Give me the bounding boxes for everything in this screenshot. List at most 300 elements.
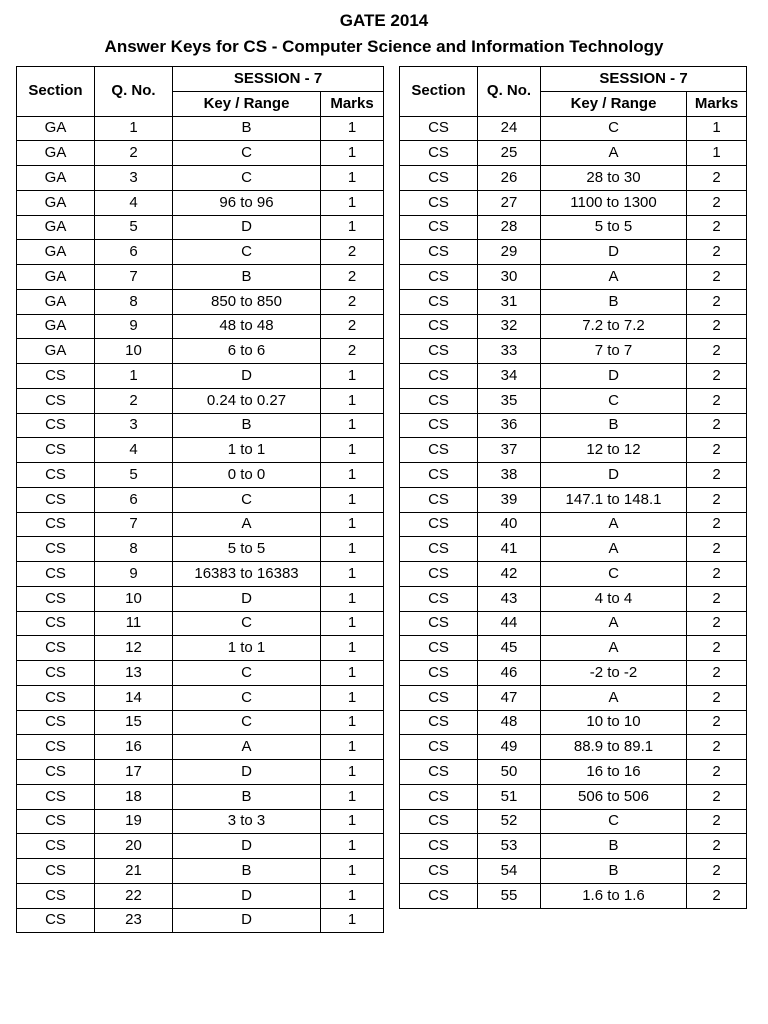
cell-key: B <box>541 289 687 314</box>
table-row <box>17 710 384 735</box>
cell-marks: 2 <box>687 190 747 215</box>
cell-section: GA <box>17 215 95 240</box>
cell-key: C <box>541 809 687 834</box>
answer-key-table-right <box>399 66 747 909</box>
cell-key: D <box>173 215 321 240</box>
cell-section: CS <box>17 438 95 463</box>
cell-qno: 8 <box>95 537 173 562</box>
cell-section: CS <box>17 586 95 611</box>
table-row <box>17 586 384 611</box>
cell-section: CS <box>17 883 95 908</box>
table-row <box>17 685 384 710</box>
cell-qno: 22 <box>95 883 173 908</box>
table-row <box>400 685 747 710</box>
table-row <box>400 215 747 240</box>
cell-key: D <box>173 883 321 908</box>
table-row <box>400 586 747 611</box>
cell-section: CS <box>400 240 478 265</box>
cell-marks: 1 <box>321 141 384 166</box>
cell-marks: 1 <box>321 586 384 611</box>
cell-qno: 3 <box>95 166 173 191</box>
cell-qno: 46 <box>478 661 541 686</box>
cell-qno: 52 <box>478 809 541 834</box>
cell-section: CS <box>17 760 95 785</box>
cell-key: D <box>173 364 321 389</box>
cell-qno: 24 <box>478 116 541 141</box>
table-row <box>400 611 747 636</box>
cell-section: CS <box>400 438 478 463</box>
cell-qno: 41 <box>478 537 541 562</box>
header-qno: Q. No. <box>95 67 173 117</box>
cell-qno: 30 <box>478 265 541 290</box>
cell-marks: 2 <box>321 339 384 364</box>
table-row <box>400 289 747 314</box>
table-row <box>17 314 384 339</box>
table-row <box>400 661 747 686</box>
cell-qno: 10 <box>95 586 173 611</box>
cell-key: D <box>541 240 687 265</box>
cell-section: GA <box>17 339 95 364</box>
cell-key: 16 to 16 <box>541 760 687 785</box>
cell-qno: 35 <box>478 388 541 413</box>
cell-section: CS <box>400 834 478 859</box>
cell-section: CS <box>17 710 95 735</box>
cell-marks: 1 <box>321 364 384 389</box>
cell-section: GA <box>17 314 95 339</box>
cell-marks: 2 <box>687 215 747 240</box>
cell-section: CS <box>400 611 478 636</box>
cell-section: CS <box>400 735 478 760</box>
cell-section: CS <box>400 190 478 215</box>
cell-section: CS <box>400 388 478 413</box>
table-row <box>400 883 747 908</box>
table-row <box>400 834 747 859</box>
cell-marks: 2 <box>687 760 747 785</box>
cell-marks: 1 <box>321 611 384 636</box>
cell-key: 1 to 1 <box>173 636 321 661</box>
cell-key: C <box>173 141 321 166</box>
table-row <box>17 215 384 240</box>
cell-key: B <box>173 413 321 438</box>
table-row <box>400 735 747 760</box>
table-row <box>400 859 747 884</box>
cell-section: CS <box>400 636 478 661</box>
cell-qno: 50 <box>478 760 541 785</box>
table-row <box>17 413 384 438</box>
table-body-left <box>17 116 384 933</box>
cell-key: 1 to 1 <box>173 438 321 463</box>
cell-key: B <box>541 834 687 859</box>
table-row <box>17 661 384 686</box>
cell-key: 10 to 10 <box>541 710 687 735</box>
table-row <box>400 240 747 265</box>
cell-marks: 1 <box>321 190 384 215</box>
table-row <box>17 388 384 413</box>
cell-marks: 1 <box>321 661 384 686</box>
header-session: SESSION - 7 <box>173 67 384 92</box>
table-row <box>17 487 384 512</box>
cell-qno: 17 <box>95 760 173 785</box>
table-body-right <box>400 116 747 908</box>
cell-section: CS <box>400 463 478 488</box>
cell-section: CS <box>400 760 478 785</box>
cell-marks: 2 <box>687 685 747 710</box>
table-row <box>400 190 747 215</box>
cell-key: A <box>541 141 687 166</box>
table-row <box>400 314 747 339</box>
cell-marks: 2 <box>687 438 747 463</box>
cell-qno: 16 <box>95 735 173 760</box>
cell-qno: 55 <box>478 883 541 908</box>
cell-qno: 4 <box>95 438 173 463</box>
cell-key: D <box>173 760 321 785</box>
table-row <box>17 735 384 760</box>
cell-section: CS <box>17 413 95 438</box>
cell-section: CS <box>17 611 95 636</box>
table-row <box>17 834 384 859</box>
header-qno: Q. No. <box>478 67 541 117</box>
table-row <box>400 413 747 438</box>
cell-qno: 9 <box>95 314 173 339</box>
cell-qno: 48 <box>478 710 541 735</box>
cell-section: CS <box>400 883 478 908</box>
table-row <box>400 438 747 463</box>
cell-qno: 51 <box>478 784 541 809</box>
cell-qno: 2 <box>95 388 173 413</box>
cell-section: CS <box>400 413 478 438</box>
cell-section: CS <box>400 562 478 587</box>
cell-key: D <box>173 908 321 933</box>
cell-section: GA <box>17 240 95 265</box>
cell-section: CS <box>400 166 478 191</box>
cell-key: A <box>173 512 321 537</box>
cell-qno: 13 <box>95 661 173 686</box>
cell-marks: 2 <box>687 265 747 290</box>
cell-section: CS <box>17 834 95 859</box>
cell-key: 1100 to 1300 <box>541 190 687 215</box>
cell-qno: 20 <box>95 834 173 859</box>
cell-marks: 2 <box>687 883 747 908</box>
table-row <box>17 611 384 636</box>
cell-section: CS <box>17 859 95 884</box>
cell-section: CS <box>400 809 478 834</box>
cell-key: 0.24 to 0.27 <box>173 388 321 413</box>
cell-marks: 2 <box>321 265 384 290</box>
cell-key: B <box>173 265 321 290</box>
cell-key: D <box>541 463 687 488</box>
cell-section: GA <box>17 141 95 166</box>
table-row <box>17 512 384 537</box>
cell-key: A <box>541 512 687 537</box>
cell-marks: 2 <box>687 735 747 760</box>
cell-section: CS <box>17 487 95 512</box>
table-row <box>400 141 747 166</box>
cell-qno: 1 <box>95 364 173 389</box>
table-row <box>400 463 747 488</box>
cell-marks: 1 <box>321 636 384 661</box>
cell-marks: 1 <box>321 760 384 785</box>
cell-marks: 1 <box>321 710 384 735</box>
cell-qno: 54 <box>478 859 541 884</box>
cell-qno: 39 <box>478 487 541 512</box>
cell-key: A <box>541 636 687 661</box>
cell-qno: 2 <box>95 141 173 166</box>
table-row <box>17 883 384 908</box>
cell-marks: 1 <box>321 438 384 463</box>
cell-marks: 2 <box>687 512 747 537</box>
cell-marks: 1 <box>687 116 747 141</box>
cell-marks: 1 <box>321 685 384 710</box>
cell-marks: 2 <box>687 166 747 191</box>
cell-section: CS <box>400 586 478 611</box>
cell-section: CS <box>17 908 95 933</box>
cell-marks: 2 <box>687 636 747 661</box>
table-row <box>17 438 384 463</box>
cell-marks: 2 <box>687 314 747 339</box>
cell-section: CS <box>17 735 95 760</box>
cell-marks: 2 <box>687 289 747 314</box>
cell-qno: 6 <box>95 240 173 265</box>
table-row <box>17 166 384 191</box>
header-key-range: Key / Range <box>173 91 321 116</box>
header-marks: Marks <box>321 91 384 116</box>
cell-key: 7.2 to 7.2 <box>541 314 687 339</box>
cell-qno: 42 <box>478 562 541 587</box>
cell-key: C <box>173 661 321 686</box>
cell-qno: 12 <box>95 636 173 661</box>
table-row <box>400 710 747 735</box>
table-row <box>400 487 747 512</box>
cell-marks: 2 <box>321 314 384 339</box>
table-row <box>400 116 747 141</box>
cell-key: B <box>173 116 321 141</box>
cell-marks: 1 <box>321 908 384 933</box>
table-row <box>17 265 384 290</box>
cell-key: C <box>173 240 321 265</box>
cell-section: CS <box>17 661 95 686</box>
cell-section: CS <box>400 116 478 141</box>
cell-section: CS <box>400 685 478 710</box>
cell-key: A <box>173 735 321 760</box>
cell-qno: 45 <box>478 636 541 661</box>
cell-section: CS <box>17 388 95 413</box>
table-row <box>400 760 747 785</box>
cell-qno: 25 <box>478 141 541 166</box>
cell-marks: 2 <box>687 809 747 834</box>
table-row <box>400 339 747 364</box>
table-row <box>17 859 384 884</box>
table-row <box>17 289 384 314</box>
cell-section: CS <box>17 784 95 809</box>
cell-marks: 2 <box>687 562 747 587</box>
cell-qno: 7 <box>95 265 173 290</box>
table-row <box>17 463 384 488</box>
cell-key: B <box>541 859 687 884</box>
cell-section: CS <box>400 364 478 389</box>
cell-key: 12 to 12 <box>541 438 687 463</box>
cell-key: 7 to 7 <box>541 339 687 364</box>
cell-marks: 1 <box>321 463 384 488</box>
cell-qno: 49 <box>478 735 541 760</box>
cell-section: CS <box>400 859 478 884</box>
cell-key: A <box>541 265 687 290</box>
header-marks: Marks <box>687 91 747 116</box>
cell-section: CS <box>17 364 95 389</box>
cell-key: A <box>541 611 687 636</box>
cell-key: 96 to 96 <box>173 190 321 215</box>
cell-key: C <box>173 710 321 735</box>
cell-section: CS <box>400 512 478 537</box>
cell-marks: 1 <box>321 413 384 438</box>
cell-key: 850 to 850 <box>173 289 321 314</box>
cell-marks: 2 <box>687 463 747 488</box>
cell-key: C <box>541 388 687 413</box>
cell-section: CS <box>400 784 478 809</box>
cell-qno: 40 <box>478 512 541 537</box>
cell-section: CS <box>17 537 95 562</box>
cell-qno: 14 <box>95 685 173 710</box>
cell-key: D <box>541 364 687 389</box>
cell-qno: 15 <box>95 710 173 735</box>
cell-key: 28 to 30 <box>541 166 687 191</box>
cell-key: 4 to 4 <box>541 586 687 611</box>
header-session: SESSION - 7 <box>541 67 747 92</box>
cell-qno: 18 <box>95 784 173 809</box>
cell-section: CS <box>400 141 478 166</box>
cell-qno: 32 <box>478 314 541 339</box>
table-row <box>17 190 384 215</box>
document-subtitle: Answer Keys for CS - Computer Science and Information Technology <box>104 37 664 56</box>
cell-qno: 34 <box>478 364 541 389</box>
cell-marks: 1 <box>321 784 384 809</box>
table-row <box>17 784 384 809</box>
cell-marks: 1 <box>321 834 384 859</box>
cell-key: C <box>173 685 321 710</box>
cell-key: A <box>541 685 687 710</box>
cell-key: 5 to 5 <box>173 537 321 562</box>
cell-section: CS <box>17 809 95 834</box>
table-row <box>17 636 384 661</box>
table-row <box>400 364 747 389</box>
cell-qno: 31 <box>478 289 541 314</box>
cell-key: C <box>173 487 321 512</box>
cell-qno: 7 <box>95 512 173 537</box>
cell-key: 0 to 0 <box>173 463 321 488</box>
cell-section: CS <box>400 314 478 339</box>
cell-qno: 6 <box>95 487 173 512</box>
cell-key: C <box>173 611 321 636</box>
cell-key: A <box>541 537 687 562</box>
cell-marks: 2 <box>321 289 384 314</box>
cell-marks: 2 <box>687 364 747 389</box>
cell-qno: 28 <box>478 215 541 240</box>
table-row <box>17 537 384 562</box>
cell-section: GA <box>17 265 95 290</box>
cell-section: CS <box>17 512 95 537</box>
cell-section: GA <box>17 166 95 191</box>
cell-key: 506 to 506 <box>541 784 687 809</box>
cell-section: CS <box>400 339 478 364</box>
cell-marks: 2 <box>687 240 747 265</box>
cell-section: GA <box>17 190 95 215</box>
table-row <box>400 537 747 562</box>
table-row <box>400 636 747 661</box>
cell-key: D <box>173 586 321 611</box>
cell-marks: 1 <box>321 388 384 413</box>
table-row <box>17 339 384 364</box>
cell-marks: 2 <box>687 388 747 413</box>
cell-qno: 26 <box>478 166 541 191</box>
cell-marks: 1 <box>321 487 384 512</box>
cell-qno: 5 <box>95 463 173 488</box>
table-row <box>17 809 384 834</box>
cell-section: CS <box>400 215 478 240</box>
cell-key: 147.1 to 148.1 <box>541 487 687 512</box>
cell-qno: 27 <box>478 190 541 215</box>
cell-section: CS <box>17 685 95 710</box>
cell-marks: 1 <box>687 141 747 166</box>
cell-marks: 2 <box>687 339 747 364</box>
cell-marks: 2 <box>321 240 384 265</box>
cell-section: CS <box>17 562 95 587</box>
cell-section: GA <box>17 289 95 314</box>
cell-qno: 21 <box>95 859 173 884</box>
cell-section: CS <box>17 463 95 488</box>
cell-qno: 47 <box>478 685 541 710</box>
cell-qno: 11 <box>95 611 173 636</box>
cell-qno: 4 <box>95 190 173 215</box>
cell-marks: 1 <box>321 735 384 760</box>
cell-key: B <box>173 859 321 884</box>
cell-key: 48 to 48 <box>173 314 321 339</box>
cell-key: 6 to 6 <box>173 339 321 364</box>
table-row <box>400 784 747 809</box>
cell-section: GA <box>17 116 95 141</box>
table-row <box>400 512 747 537</box>
cell-marks: 1 <box>321 116 384 141</box>
answer-key-table-left <box>16 66 384 933</box>
cell-marks: 2 <box>687 834 747 859</box>
table-row <box>400 388 747 413</box>
table-row <box>400 809 747 834</box>
cell-qno: 10 <box>95 339 173 364</box>
cell-qno: 37 <box>478 438 541 463</box>
cell-qno: 29 <box>478 240 541 265</box>
table-row <box>17 760 384 785</box>
table-row <box>17 562 384 587</box>
cell-qno: 53 <box>478 834 541 859</box>
table-row <box>400 166 747 191</box>
cell-marks: 1 <box>321 166 384 191</box>
header-key-range: Key / Range <box>541 91 687 116</box>
cell-qno: 36 <box>478 413 541 438</box>
cell-qno: 38 <box>478 463 541 488</box>
cell-section: CS <box>400 289 478 314</box>
cell-qno: 43 <box>478 586 541 611</box>
table-row <box>17 364 384 389</box>
cell-marks: 2 <box>687 487 747 512</box>
cell-key: D <box>173 834 321 859</box>
cell-marks: 1 <box>321 537 384 562</box>
cell-key: B <box>173 784 321 809</box>
cell-key: C <box>173 166 321 191</box>
cell-qno: 1 <box>95 116 173 141</box>
table-row <box>400 265 747 290</box>
cell-key: -2 to -2 <box>541 661 687 686</box>
cell-marks: 2 <box>687 784 747 809</box>
cell-qno: 44 <box>478 611 541 636</box>
cell-qno: 33 <box>478 339 541 364</box>
